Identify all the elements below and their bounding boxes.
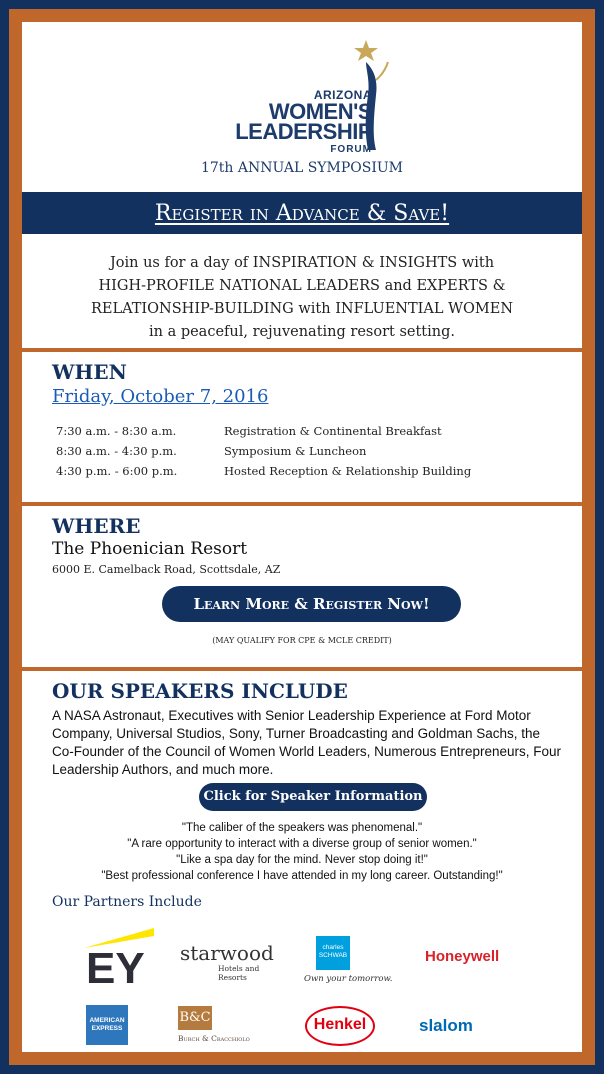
ey-logo-text: EY [86,944,145,993]
intro-line: in a peaceful, rejuvenating resort setting. [148,324,455,340]
symposium-title: 17th ANNUAL SYMPOSIUM [200,160,404,176]
testimonials [22,820,582,884]
testimonial-quote: "Best professional conference I have attended in my long career. Outstanding!" [101,870,503,882]
starwood-sub: Resorts [218,973,247,982]
starwood-sub: Hotels and [218,964,260,973]
schedule-event: Registration & Continental Breakfast [224,424,442,438]
register-banner[interactable] [22,192,582,234]
where-heading: WHERE [52,514,141,538]
american-express-logo[interactable] [86,1005,128,1045]
forum-logo [22,40,582,155]
intro-text [22,252,582,344]
when-heading: WHEN [52,360,127,384]
testimonial-quote: "The caliber of the speakers was phenomenal." [181,822,423,834]
starwood-logo[interactable] [180,942,290,992]
schedule-row [56,461,471,481]
schwab-text: charles [322,944,344,951]
starwood-logo-text: starwood [180,941,274,965]
schedule-row [56,421,471,441]
register-banner-text[interactable]: Register in Advance & Save! [154,201,450,226]
section-divider [22,667,582,671]
schedule-list [56,421,471,481]
section-divider [22,348,582,352]
henkel-logo[interactable]: Henkel [305,1006,375,1046]
schwab-text: SCHWAB [318,952,348,959]
learn-more-register-button[interactable]: Learn More & Register Now! [162,586,461,622]
schedule-event: Hosted Reception & Relationship Building [224,464,472,478]
schwab-tagline: Own your tomorrow. [304,974,393,984]
speakers-description: A NASA Astronaut, Executives with Senior Leadership Experience at Ford Motor Company, Universal Studios, Sony, Turner Broadcasting and Goldman Sachs, the Co-Founder of the Council of Women World Leaders, Numerous Entrepreneurs, Four Leadership Authors, and much more. [52,708,561,777]
speaker-info-button[interactable]: Click for Speaker Information [199,783,427,811]
charles-schwab-logo[interactable] [304,936,404,996]
section-divider [22,502,582,506]
testimonial-quote: "A rare opportunity to interact with a diverse group of senior women." [127,838,477,850]
schedule-time: 7:30 a.m. - 8:30 a.m. [56,424,177,438]
intro-line: RELATIONSHIP-BUILDING with INFLUENTIAL WOMEN [90,301,514,317]
speakers-heading: OUR SPEAKERS INCLUDE [52,679,348,703]
logo-line-forum: FORUM [330,144,372,155]
logo-line-womens: WOMEN'S [268,99,372,124]
ey-logo[interactable] [84,928,154,994]
venue-name: The Phoenician Resort [52,539,248,559]
intro-line: Join us for a day of INSPIRATION & INSIGHTS with [109,255,495,271]
intro-line: HIGH-PROFILE NATIONAL LEADERS and EXPERTS & [98,278,506,294]
schedule-row [56,441,471,461]
outer-frame [9,9,595,1065]
amex-text: AMERICAN [89,1017,125,1024]
partners-heading: Our Partners Include [52,894,202,910]
venue-address: 6000 E. Camelback Road, Scottsdale, AZ [52,563,281,576]
amex-text: EXPRESS [91,1025,123,1032]
schedule-time: 4:30 p.m. - 6:00 p.m. [56,464,178,478]
bc-name: Burch & Cracchiolo [178,1034,250,1043]
schedule-time: 8:30 a.m. - 4:30 p.m. [56,444,177,458]
honeywell-logo[interactable]: Honeywell [425,948,500,965]
event-date-link[interactable]: Friday, October 7, 2016 [52,386,269,407]
email-body [22,22,582,1052]
testimonial-quote: "Like a spa day for the mind. Never stop doing it!" [176,854,428,866]
slalom-logo[interactable]: slalom [419,1016,473,1035]
schedule-event: Symposium & Luncheon [224,444,367,458]
burch-cracchiolo-logo[interactable] [178,1006,278,1046]
logo-line-arizona: ARIZONA [313,88,372,102]
bc-monogram: B&C [178,1006,212,1030]
schwab-box [316,936,350,970]
credit-note: (MAY QUALIFY FOR CPE & MCLE CREDIT) [212,636,392,645]
logo-line-leadership: LEADERSHIP [235,119,372,144]
